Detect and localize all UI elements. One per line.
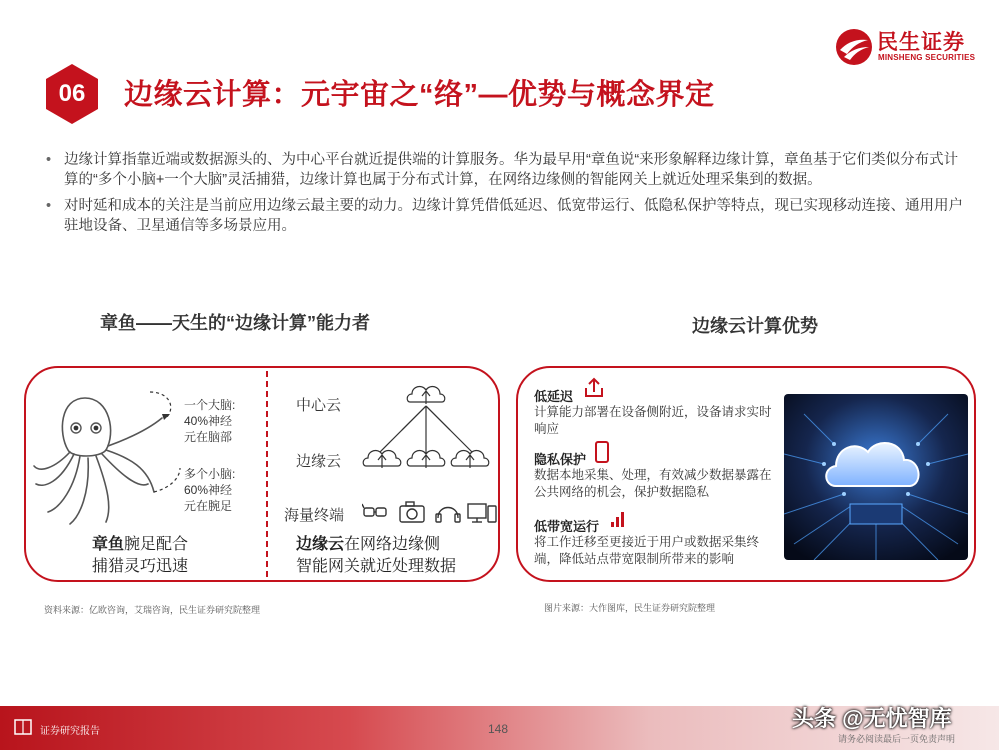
headphones-icon: [436, 508, 460, 523]
vr-glasses-icon: [362, 504, 386, 516]
small-brain-text: 多个小脑: 60%神经 元在腕足: [184, 467, 236, 513]
upload-arrow-icon: [584, 376, 604, 398]
right-source-note: 图片来源：大作图库，民生证券研究院整理: [544, 603, 716, 613]
cloud-chip-illustration: [784, 394, 968, 560]
advantage-title: 低延迟: [534, 389, 574, 404]
page-number: 148: [488, 722, 509, 736]
advantage-title: 低带宽运行: [534, 519, 600, 534]
disclaimer-text: 请务必阅读最后一页免责声明: [838, 734, 956, 744]
phone-icon: [594, 441, 610, 463]
watermark: 头条 @无忧智库: [792, 706, 952, 731]
edge-cloud-icon: [451, 451, 489, 468]
edge-caption: 边缘云在网络边缘侧 智能网关就近处理数据: [296, 536, 457, 575]
logo-text-en: MINSHENG SECURITIES: [878, 53, 976, 62]
left-source-note: 资料来源：亿欧咨询，艾瑞咨询，民生证券研究院整理: [44, 605, 261, 615]
logo-emblem-icon: [835, 28, 873, 66]
signal-bars-icon: [610, 510, 626, 528]
tier-center-cloud: 中心云: [296, 397, 342, 414]
logo-text-cn: 民生证券: [877, 31, 965, 54]
advantage-desc: 将工作迁移至更接近于用户或数据采集终端，降低站点带宽限制所带来的影响: [534, 535, 760, 566]
advantage-desc: 数据本地采集、处理，有效减少数据暴露在公共网络的机会，保护数据隐私: [534, 468, 772, 499]
page-title: 边缘云计算：元宇宙之“络”—优势与概念界定: [124, 79, 715, 111]
tier-edge-cloud: 边缘云: [296, 453, 342, 470]
panel-divider: [266, 371, 268, 577]
advantage-title: 隐私保护: [534, 452, 587, 467]
terminal-devices-icons: [362, 498, 498, 526]
report-book-icon: [14, 719, 32, 735]
big-brain-text: 一个大脑: 40%神经 元在脑部: [184, 398, 236, 444]
center-cloud-icon: [407, 387, 445, 404]
tier-terminals: 海量终端: [284, 507, 345, 524]
cloud-computing-image: [784, 394, 968, 560]
computer-icon: [468, 504, 496, 522]
bullet-item: • 对时延和成本的关注是当前应用边缘云最主要的动力。边缘计算凭借低延迟、低宽带运行、低隐私保护等特点，现已实现移动连接、通用用户驻地设备、卫星通信等多场景应用。: [44, 196, 964, 236]
left-subtitle: 章鱼——天生的“边缘计算”能力者: [100, 313, 370, 333]
octopus-caption: 章鱼腕足配合 捕猎灵巧迅速: [92, 536, 189, 575]
edge-cloud-icon: [363, 451, 401, 468]
section-badge: [40, 62, 104, 126]
octopus-icon: [30, 388, 190, 530]
camera-icon: [400, 502, 424, 522]
section-number: 06: [58, 80, 86, 107]
advantage-desc: 计算能力部署在设备侧附近，设备请求实时响应: [534, 405, 772, 436]
bullet-list: [44, 150, 964, 242]
footer-report-label: 证券研究报告: [40, 726, 100, 737]
company-logo: [835, 24, 985, 70]
cloud-hierarchy-diagram: [358, 376, 498, 476]
bullet-item: • 边缘计算指靠近端或数据源头的、为中心平台就近提供端的计算服务。华为最早用“章鱼说“来形象解释边缘计算，章鱼基于它们类似分布式计算的“多个小脑+一个大脑”灵活捕猎，边缘计算也属于分布式计算，在网络边缘侧的智能网关上就近处理采集到的数据。: [44, 150, 964, 190]
right-subtitle: 边缘云计算优势: [692, 316, 818, 336]
edge-cloud-icon: [407, 451, 445, 468]
